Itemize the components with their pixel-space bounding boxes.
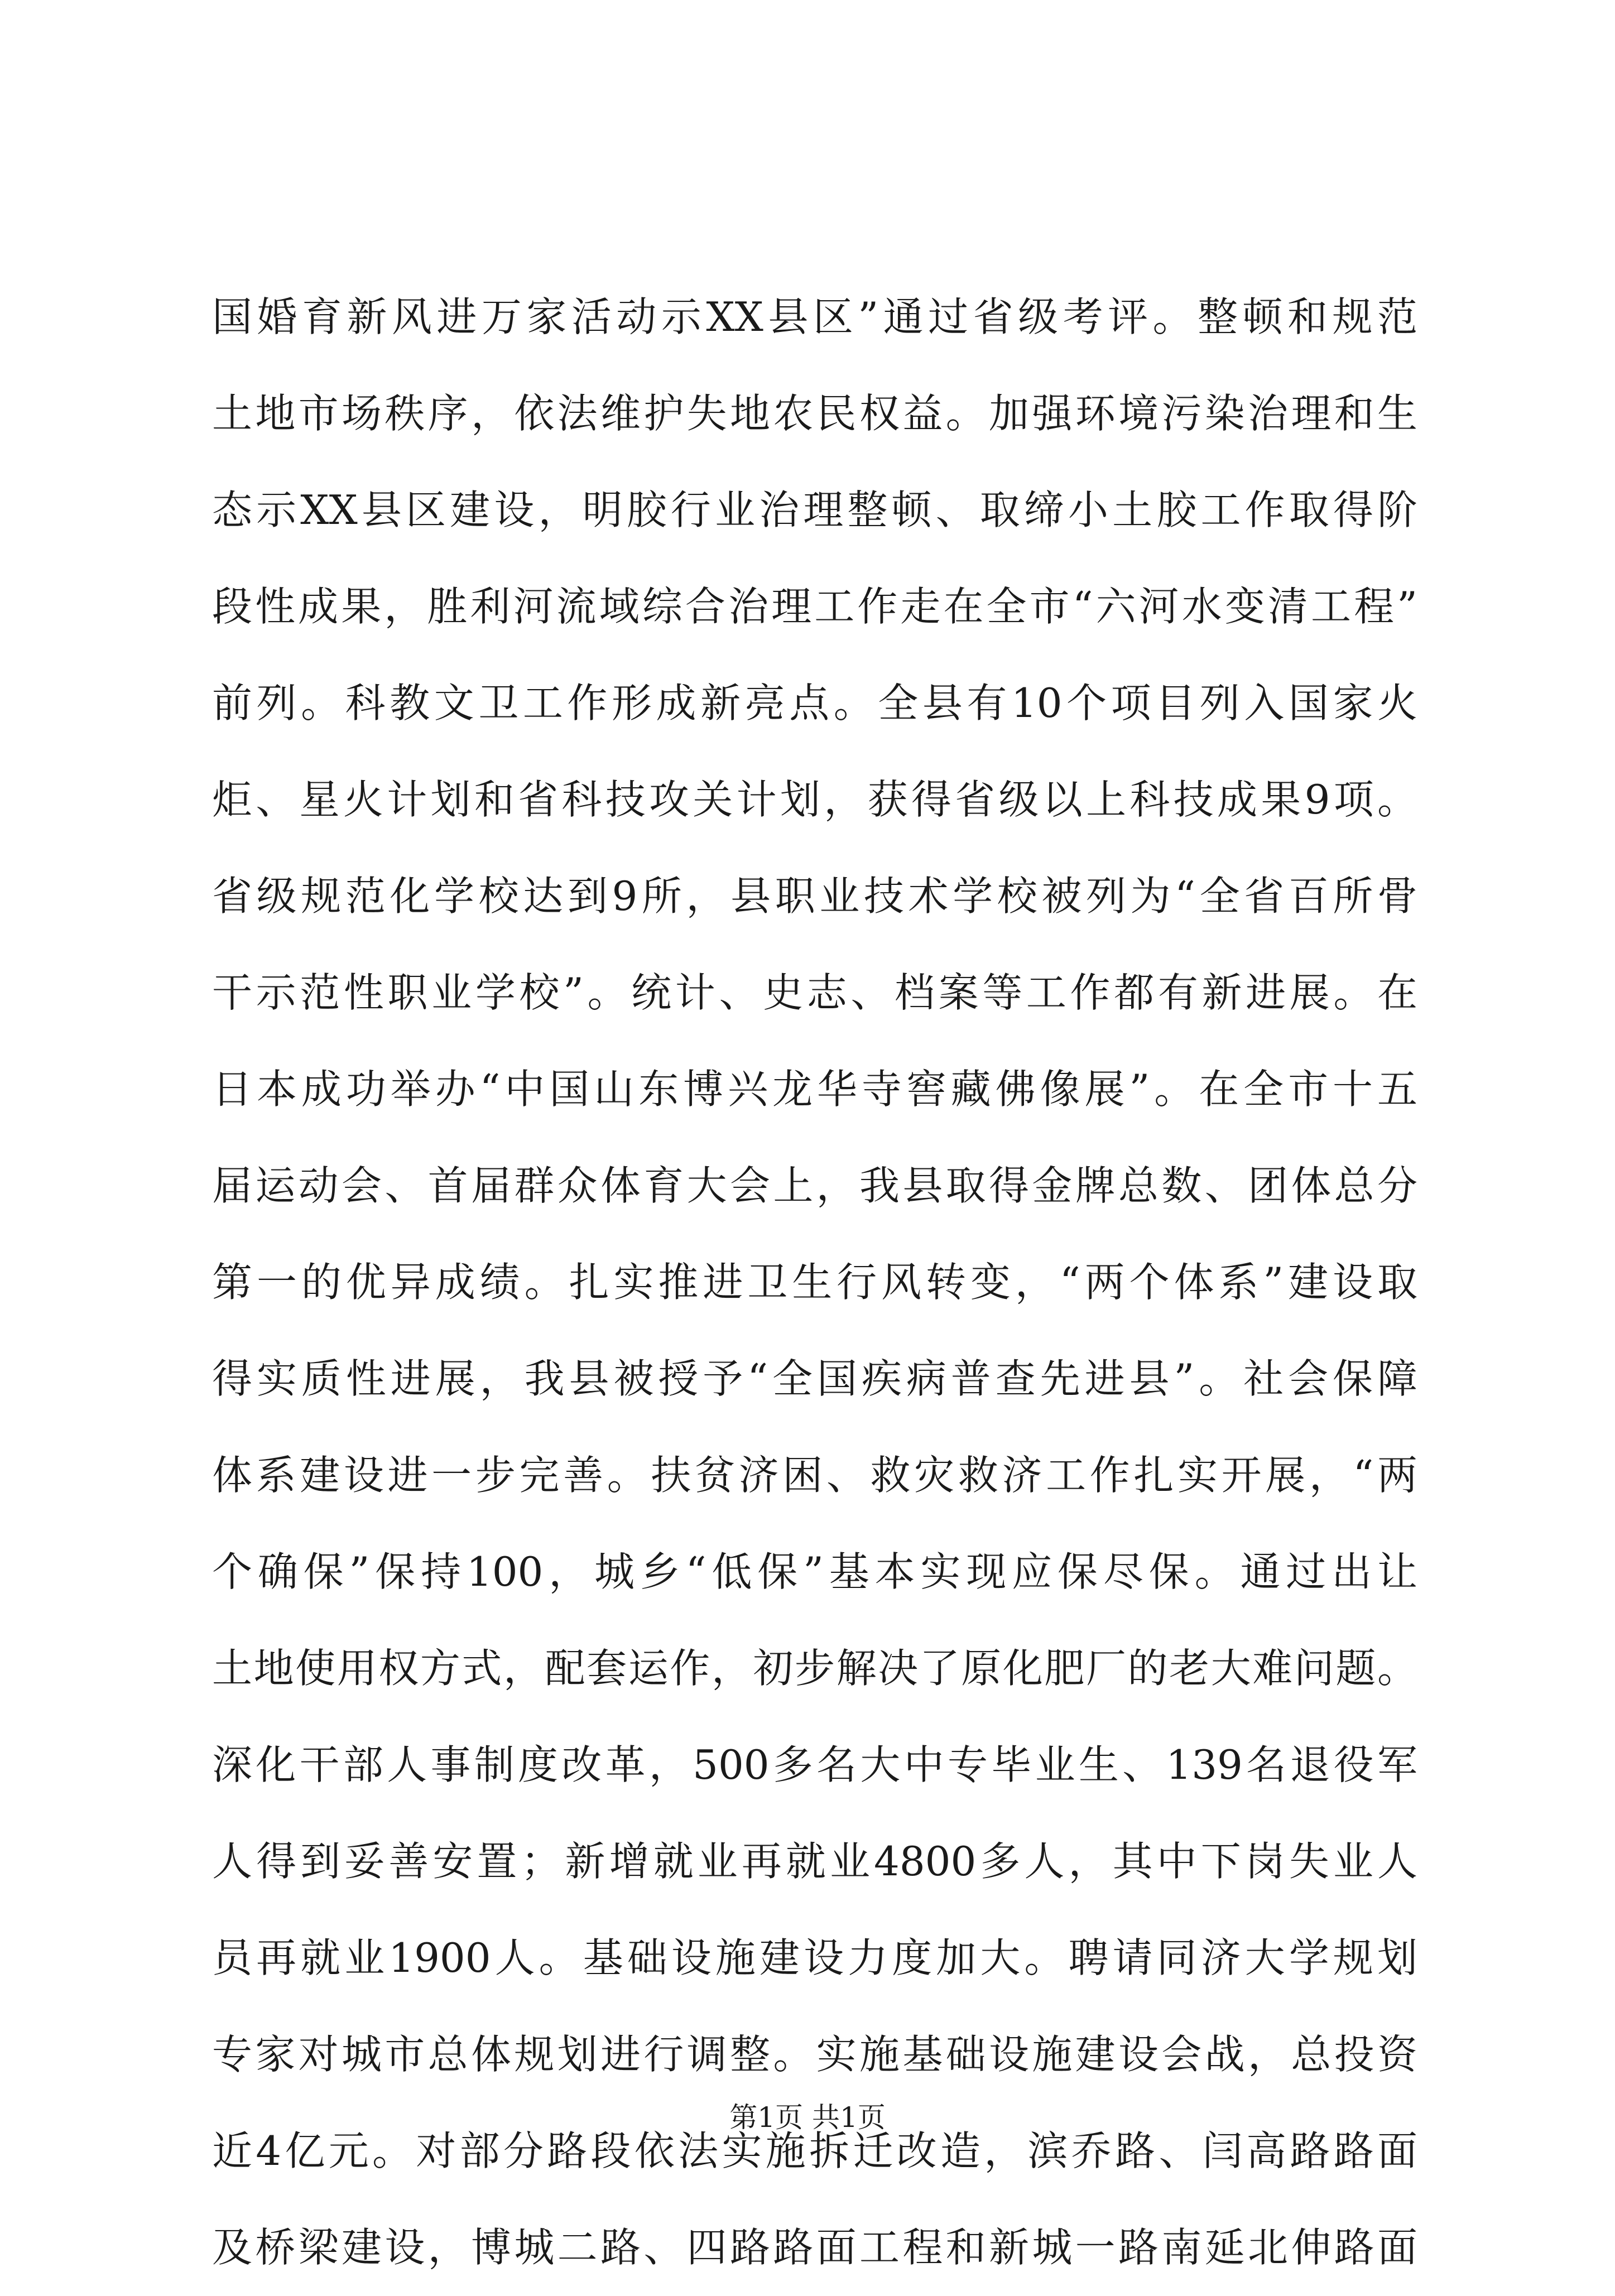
text-line: 第一的优异成绩。扎实推进卫生行风转变，“两个体系”建设取 <box>212 1259 1417 1306</box>
text-line: 个确保”保持100，城乡“低保”基本实现应保尽保。通过出让 <box>212 1548 1417 1595</box>
text-line: 及桥梁建设，博城二路、四路路面工程和新城一路南延北伸路面 <box>212 2224 1417 2271</box>
text-line: 态示XX县区建设，明胶行业治理整顿、取缔小土胶工作取得阶 <box>212 487 1417 533</box>
text-line: 前列。科教文卫工作形成新亮点。全县有10个项目列入国家火 <box>212 680 1417 726</box>
text-line: 届运动会、首届群众体育大会上，我县取得金牌总数、团体总分 <box>212 1162 1417 1209</box>
text-line: 近4亿元。对部分路段依法实施拆迁改造，滨乔路、闫高路路面 <box>212 2127 1417 2174</box>
text-line: 深化干部人事制度改革，500多名大中专毕业生、139名退役军 <box>212 1741 1417 1788</box>
text-line: 国婚育新风进万家活动示XX县区”通过省级考评。整顿和规范 <box>212 293 1417 340</box>
text-line: 体系建设进一步完善。扶贫济困、救灾救济工作扎实开展，“两 <box>212 1452 1417 1499</box>
page-footer: 第1页 共1页 <box>729 2101 886 2134</box>
text-line: 人得到妥善安置；新增就业再就业4800多人，其中下岗失业人 <box>212 1838 1417 1885</box>
text-line: 干示范性职业学校”。统计、史志、档案等工作都有新进展。在 <box>212 969 1417 1016</box>
document-body <box>212 269 1417 2296</box>
text-line: 炬、星火计划和省科技攻关计划，获得省级以上科技成果9项。 <box>212 776 1417 823</box>
text-line: 省级规范化学校达到9所，县职业技术学校被列为“全省百所骨 <box>212 873 1417 920</box>
text-line: 得实质性进展，我县被授予“全国疾病普查先进县”。社会保障 <box>212 1355 1417 1402</box>
text-line: 段性成果，胜利河流域综合治理工作走在全市“六河水变清工程” <box>212 583 1417 630</box>
text-line: 土地使用权方式，配套运作，初步解决了原化肥厂的老大难问题。 <box>212 1645 1417 1692</box>
text-line: 土地市场秩序，依法维护失地农民权益。加强环境污染治理和生 <box>212 390 1417 437</box>
text-line: 日本成功举办“中国山东博兴龙华寺窖藏佛像展”。在全市十五 <box>212 1066 1417 1113</box>
text-line: 专家对城市总体规划进行调整。实施基础设施建设会战，总投资 <box>212 2031 1417 2078</box>
text-line: 员再就业1900人。基础设施建设力度加大。聘请同济大学规划 <box>212 1934 1417 1981</box>
